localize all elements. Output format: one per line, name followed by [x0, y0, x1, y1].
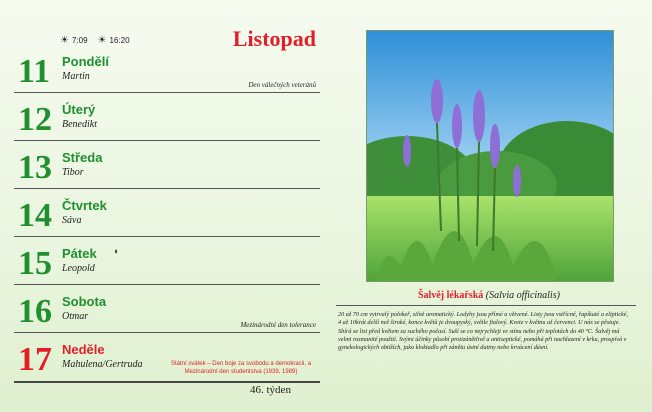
nameday: Tibor — [62, 167, 84, 178]
day-name: Středa — [62, 150, 103, 165]
week-label: 46. týden — [250, 384, 291, 396]
day-number: 14 — [18, 197, 52, 234]
bottom-divider — [14, 381, 320, 383]
sunrise-icon: ☀ — [60, 35, 69, 46]
day-number: 13 — [18, 149, 52, 186]
plant-description: 20 až 70 cm vytrvalý polokeř, silně aromatický. Lodyhy jsou přímé a větvené. Listy jsou vstřícné, řapíkaté a eliptické, 4 až 10krát delší než široké, konce květů je dvoupyský, světle fialový. Kvete v květnu až červenci. U nás se pěstuje. Sbírá se list před květem za suchého počasí. Suší se co nejrychleji ve stínu nebo při teplotách do 40 °C. Šalvěj má velmi rozmanité použití. Svými účinky působí protizánětlivě a antiseptické, pomáhá při nachlazení v krku, prospívá v gynekologických obtížích, jako kloktadlo při zánětu ústní dutiny nebo krvácení dásní. — [338, 311, 628, 352]
sun-times — [60, 35, 130, 46]
day-note: Mezinárodní den tolerance — [240, 321, 316, 329]
day-row — [14, 240, 320, 285]
plant-photo — [366, 30, 614, 282]
day-row — [14, 288, 320, 333]
nameday: Sáva — [62, 215, 82, 226]
day-row — [14, 192, 320, 237]
day-number: 12 — [18, 101, 52, 138]
day-name: Pondělí — [62, 54, 109, 69]
sunset — [98, 35, 130, 46]
day-number: 15 — [18, 245, 52, 282]
day-row — [14, 144, 320, 189]
day-row — [14, 336, 320, 380]
caption-divider — [336, 305, 636, 306]
nameday: Leopold — [62, 263, 95, 274]
sunrise — [60, 35, 88, 46]
plant-latin-name: (Salvia officinalis) — [485, 290, 560, 301]
day-number: 11 — [18, 53, 51, 90]
nameday: Otmar — [62, 311, 89, 322]
moon-phase-icon: ◐ — [114, 246, 120, 256]
day-name: Pátek — [62, 246, 97, 261]
nameday: Martin — [62, 71, 90, 82]
day-row — [14, 96, 320, 141]
day-name: Čtvrtek — [62, 198, 107, 213]
sunset-time: 16:20 — [109, 36, 130, 45]
day-row — [14, 48, 320, 93]
month-title: Listopad — [232, 26, 316, 51]
sunrise-time: 7:09 — [71, 36, 88, 45]
day-name: Úterý — [62, 102, 96, 117]
plant-caption — [418, 290, 560, 301]
day-name: Neděle — [62, 342, 105, 357]
day-note: Den válečných veteránů — [248, 81, 316, 89]
day-number: 17 — [18, 341, 52, 378]
day-number: 16 — [18, 293, 52, 330]
sunset-icon: ☀ — [97, 35, 107, 46]
nameday: Mahulena/Gertruda — [62, 359, 143, 370]
calendar-page — [14, 8, 320, 400]
day-name: Sobota — [62, 294, 107, 309]
nameday: Benedikt — [62, 119, 97, 130]
holiday-note: Státní svátek – Den boje za svobodu a demokracii, a Mezinárodní den studentstva (1939, 1989) — [170, 361, 312, 375]
plant-title: Šalvěj lékařská — [418, 290, 484, 301]
